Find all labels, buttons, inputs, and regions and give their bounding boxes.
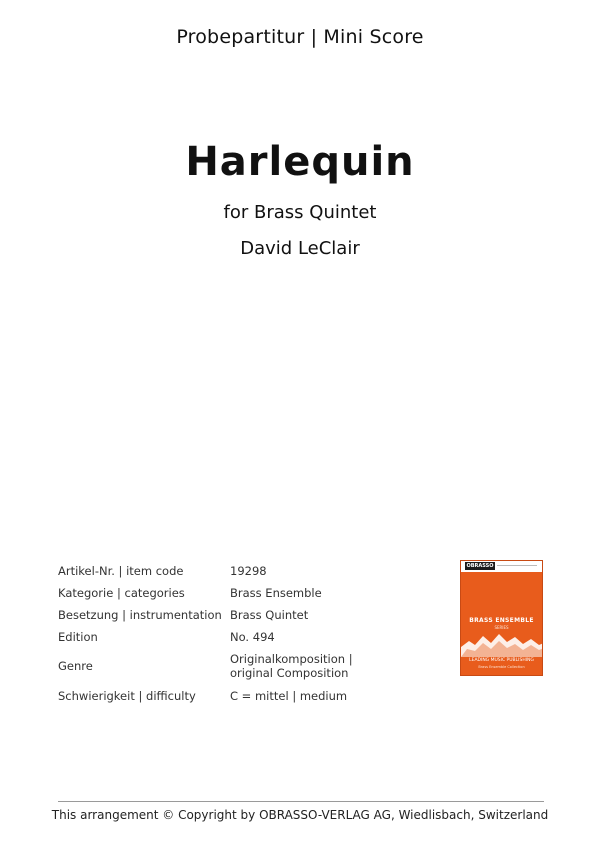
genre-line-2: original Composition	[230, 666, 349, 680]
publisher-logo: OBRASSO	[466, 563, 494, 569]
info-label: Edition	[58, 630, 98, 644]
info-row-instrumentation	[58, 608, 388, 622]
info-value: C = mittel | medium	[230, 689, 348, 703]
info-label: Genre	[58, 659, 93, 673]
cover-footer: LEADING MUSIC PUBLISHING	[469, 658, 534, 663]
composer-name: David LeClair	[240, 238, 360, 259]
info-label: Artikel-Nr. | item code	[58, 564, 184, 578]
cover-thumbnail	[460, 560, 543, 676]
copyright-footer: This arrangement © Copyright by OBRASSO-VERLAG AG, Wiedlisbach, Switzerland	[51, 808, 549, 822]
info-label: Besetzung | instrumentation	[58, 608, 222, 622]
info-row-categories	[58, 586, 388, 600]
mountain-graphic	[461, 631, 543, 657]
score-type-header: Probepartitur | Mini Score	[176, 26, 424, 48]
cover-title: BRASS ENSEMBLE	[469, 617, 534, 624]
info-value	[230, 652, 388, 680]
info-value: Brass Quintet	[230, 608, 309, 622]
piece-title: Harlequin	[185, 139, 415, 185]
info-label: Schwierigkeit | difficulty	[58, 689, 196, 703]
cover-footer-small: Brass Ensemble Collection	[478, 665, 525, 669]
info-row-edition	[58, 630, 388, 644]
info-value: Brass Ensemble	[230, 586, 322, 600]
info-value: No. 494	[230, 630, 275, 644]
info-value: 19298	[230, 564, 267, 578]
cover-divider	[497, 565, 537, 566]
genre-line-1: Originalkomposition |	[230, 652, 353, 666]
info-label: Kategorie | categories	[58, 586, 185, 600]
cover-subtitle: SERIES	[494, 625, 509, 630]
info-row-item-code	[58, 564, 388, 578]
info-row-difficulty	[58, 689, 388, 703]
piece-subtitle: for Brass Quintet	[223, 202, 377, 223]
info-row-genre	[58, 652, 388, 680]
article-info-table	[58, 564, 388, 711]
footer-divider	[58, 801, 544, 802]
